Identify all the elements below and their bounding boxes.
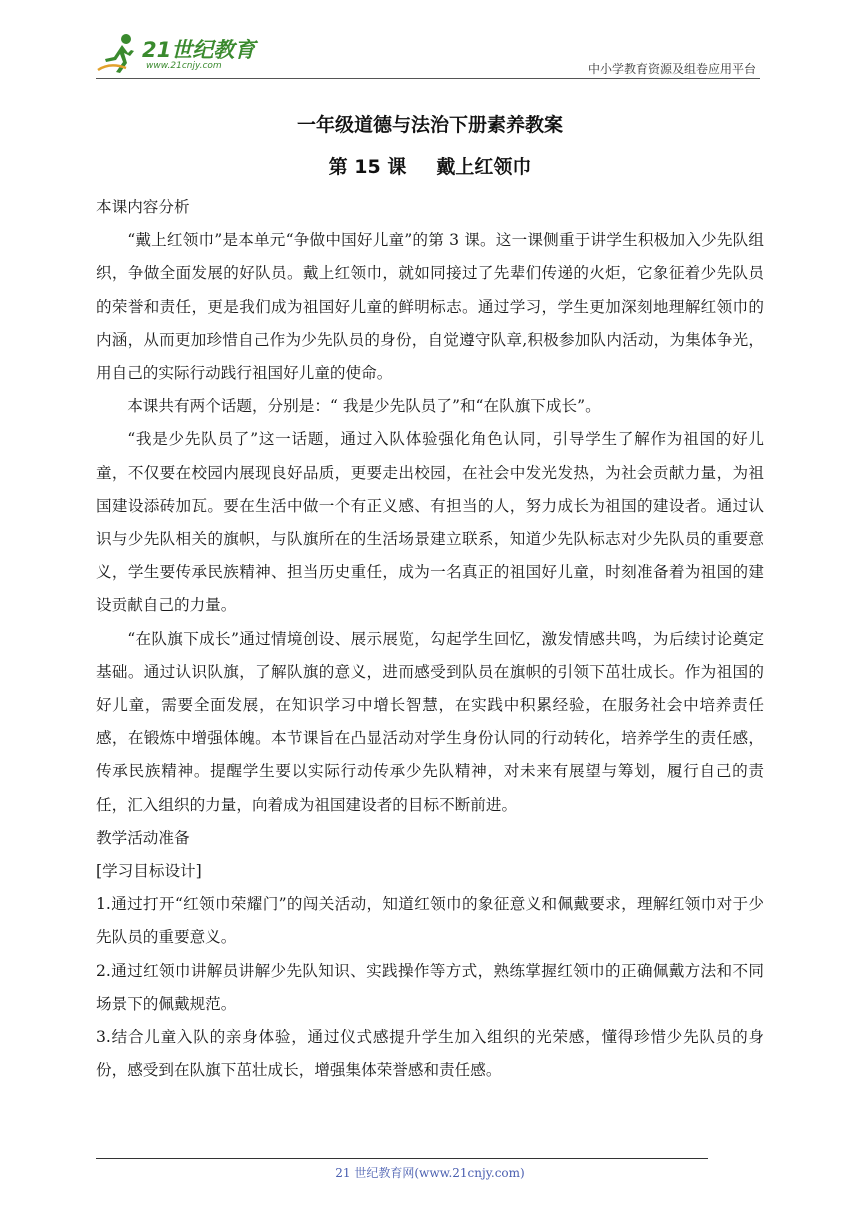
lesson-number: 第 15 课 xyxy=(328,156,407,178)
lesson-title xyxy=(0,152,860,179)
site-logo[interactable] xyxy=(96,32,266,76)
footer-link[interactable]: 21 世纪教育网(www.21cnjy.com) xyxy=(335,1166,525,1180)
lesson-name: 戴上红领巾 xyxy=(436,156,532,178)
body-paragraph: “戴上红领巾”是本单元“争做中国好儿童”的第 3 课。这一课侧重于讲学生积极加入少先队组织，争做全面发展的好队员。戴上红领巾，就如同接过了先辈们传递的火炬，它象征着少先队员的荣誉和责任，更是我们成为祖国好儿童的鲜明标志。通过学习，学生更加深刻地理解红领巾的内涵，从而更加珍惜自己作为少先队员的身份，自觉遵守队章,积极参加队内活动，为集体争光，用自己的实际行动践行祖国好儿童的使命。 xyxy=(96,231,764,383)
section-heading-preparation: 教学活动准备 xyxy=(96,828,190,847)
platform-name: 中小学教育资源及组卷应用平台 xyxy=(587,62,756,76)
objective-item: 1.通过打开“红领巾荣耀门”的闯关活动，知道红领巾的象征意义和佩戴要求，理解红领巾对于少先队员的重要意义。 xyxy=(96,895,764,947)
objective-item: 2.通过红领巾讲解员讲解少先队知识、实践操作等方式，熟练掌握红领巾的正确佩戴方法和不同场景下的佩戴规范。 xyxy=(96,961,764,1013)
runner-logo-icon xyxy=(96,32,142,76)
objective-item: 3.结合儿童入队的亲身体验，通过仪式感提升学生加入组织的光荣感，懂得珍惜少先队员的身份，感受到在队旗下茁壮成长，增强集体荣誉感和责任感。 xyxy=(96,1028,764,1080)
subsection-heading-objectives: [学习目标设计] xyxy=(96,862,202,881)
body-paragraph: “我是少先队员了”这一话题，通过入队体验强化角色认同，引导学生了解作为祖国的好儿童，不仅要在校园内展现良好品质，更要走出校园，在社会中发光发热，为社会贡献力量，为祖国建设添砖加瓦。要在生活中做一个有正义感、有担当的人，努力成长为祖国的建设者。通过认识与少先队相关的旗帜，与队旗所在的生活场景建立联系，知道少先队标志对少先队员的重要意义，学生要传承民族精神、担当历史重任，成为一名真正的祖国好儿童，时刻准备着为祖国的建设贡献自己的力量。 xyxy=(96,430,764,615)
page-header xyxy=(96,30,760,80)
body-paragraph: 本课共有两个话题，分别是：“ 我是少先队员了”和“在队旗下成长”。 xyxy=(127,397,601,416)
section-heading-analysis: 本课内容分析 xyxy=(96,198,190,216)
logo-wordmark: 21世纪教育 xyxy=(142,38,256,62)
logo-url: www.21cnjy.com xyxy=(146,61,222,71)
body-paragraph: “在队旗下成长”通过情境创设、展示展览，勾起学生回忆，激发情感共鸣，为后续讨论奠定基础。通过认识队旗，了解队旗的意义，进而感受到队员在旗帜的引领下茁壮成长。作为祖国的好儿童，需要全面发展，在知识学习中增长智慧，在实践中积累经验，在服务社会中培养责任感，在锻炼中增强体魄。本节课旨在凸显活动对学生身份认同的行动转化，培养学生的责任感，传承民族精神。提醒学生要以实际行动传承少先队精神，对未来有展望与筹划，履行自己的责任，汇入组织的力量，向着成为祖国建设者的目标不断前进。 xyxy=(96,629,764,814)
header-divider xyxy=(96,78,760,79)
document-title: 一年级道德与法治下册素养教案 xyxy=(296,114,563,136)
document-body xyxy=(96,191,764,1087)
footer-divider xyxy=(96,1158,708,1159)
